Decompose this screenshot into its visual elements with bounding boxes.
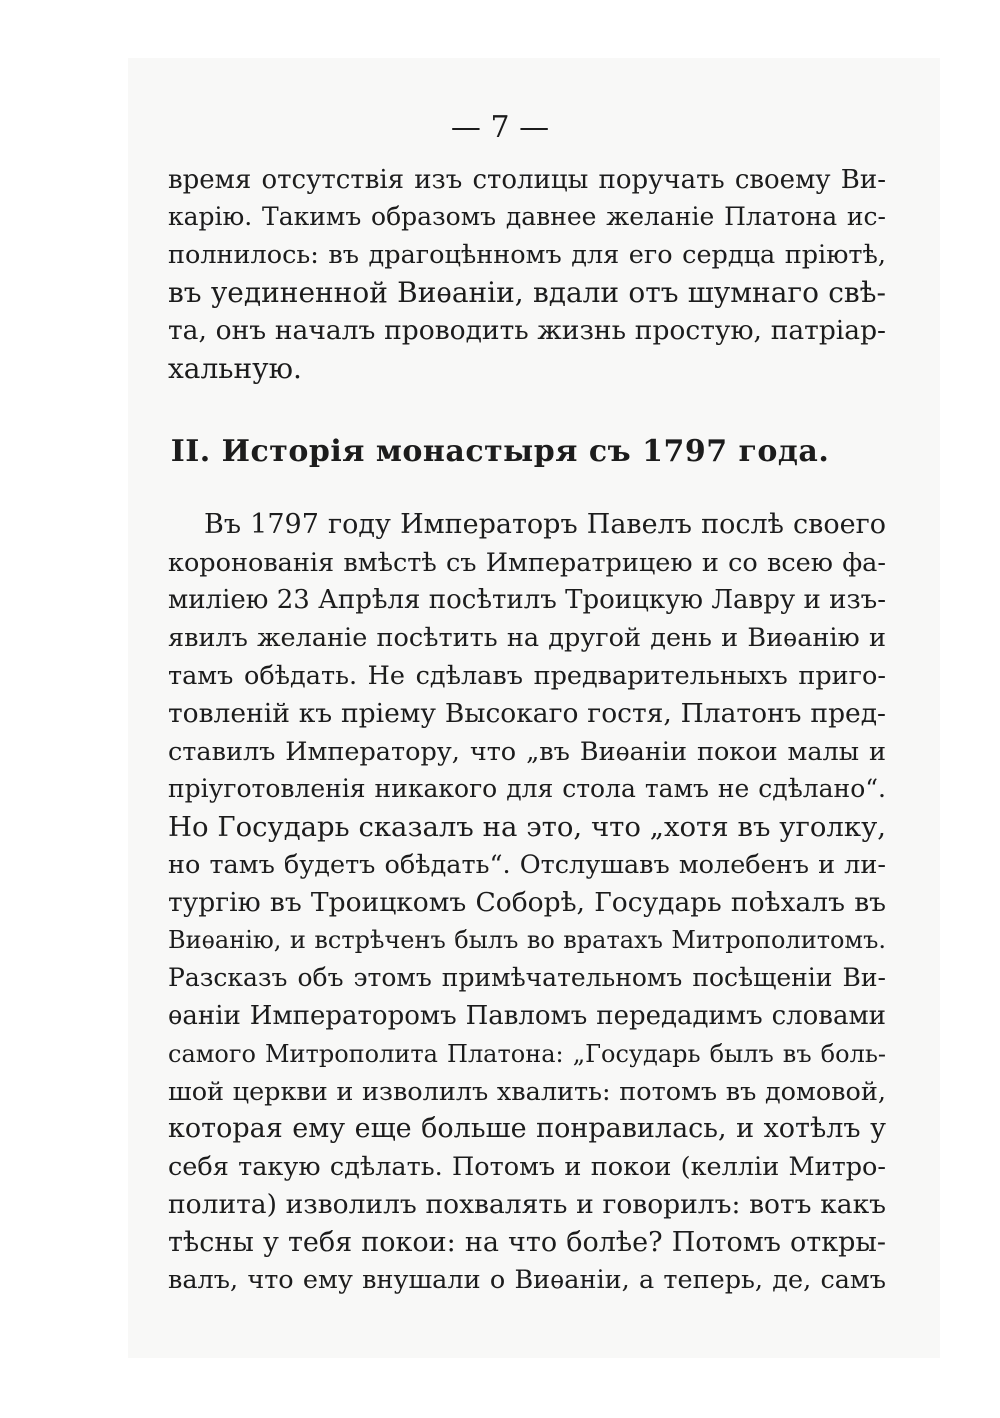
text-line: коронованія вмѣстѣ съ Императрицею и со всею фа-: [168, 548, 886, 578]
text-line: пріуготовленія никакого для стола тамъ не сдѣлано“.: [168, 774, 886, 803]
text-line: хальную.: [168, 352, 302, 385]
text-line: Въ 1797 году Императоръ Павелъ послѣ своего: [204, 509, 886, 540]
text-line: полита) изволилъ похвалять и говорилъ: вотъ какъ: [168, 1189, 886, 1220]
text-line: полнилось: въ драгоцѣнномъ для его сердца пріютѣ,: [168, 240, 886, 270]
text-line: самого Митрополита Платона: „Государь былъ въ боль-: [168, 1040, 886, 1068]
page-number: — 7 —: [450, 110, 550, 145]
text-line: ставилъ Императору, что „въ Виѳаніи покои малы и: [168, 737, 886, 767]
text-line: въ уединенной Виѳаніи, вдали отъ шумнаго свѣ-: [168, 276, 886, 309]
text-line: та, онъ началъ проводить жизнь простую, патріар-: [168, 315, 886, 346]
text-line: явилъ желаніе посѣтить на другой день и Виѳанію и: [168, 623, 886, 653]
text-line: карію. Такимъ образомъ давнее желаніе Платона ис-: [168, 202, 886, 231]
text-line: Но Государь сказалъ на это, что „хотя въ уголку,: [168, 811, 886, 843]
text-line: товленій къ пріему Высокаго гостя, Платонъ пред-: [168, 698, 886, 729]
text-line: тургію въ Троицкомъ Соборѣ, Государь поѣхалъ въ: [168, 887, 886, 918]
text-line: время отсутствія изъ столицы поручать своему Ви-: [168, 165, 886, 195]
text-line: валъ, что ему внушали о Виѳаніи, а теперь, де, самъ: [168, 1265, 886, 1295]
text-line: ѳаніи Императоромъ Павломъ передадимъ словами: [168, 1001, 886, 1031]
section-heading: II. Исторія монастыря съ 1797 года.: [170, 434, 830, 469]
text-line: миліею 23 Апрѣля посѣтилъ Троицкую Лавру и изъ-: [168, 585, 886, 615]
text-line: которая ему еще больше понравилась, и хотѣлъ у: [168, 1113, 886, 1144]
text-line: Разсказъ объ этомъ примѣчательномъ посѣщеніи Ви-: [168, 963, 886, 992]
text-line: но тамъ будетъ обѣдать“. Отслушавъ молебенъ и ли-: [168, 850, 886, 880]
text-line: тѣсны у тебя покои: на что болѣе? Потомъ откры-: [168, 1227, 886, 1258]
text-line: себя такую сдѣлать. Потомъ и покои (келліи Митро-: [168, 1152, 886, 1182]
text-line: Виѳанію, и встрѣченъ былъ во вратахъ Митрополитомъ.: [168, 926, 886, 954]
text-line: тамъ обѣдать. Не сдѣлавъ предварительныхъ приго-: [168, 661, 886, 691]
text-line: шой церкви и изволилъ хвалить: потомъ въ домовой,: [168, 1077, 886, 1107]
